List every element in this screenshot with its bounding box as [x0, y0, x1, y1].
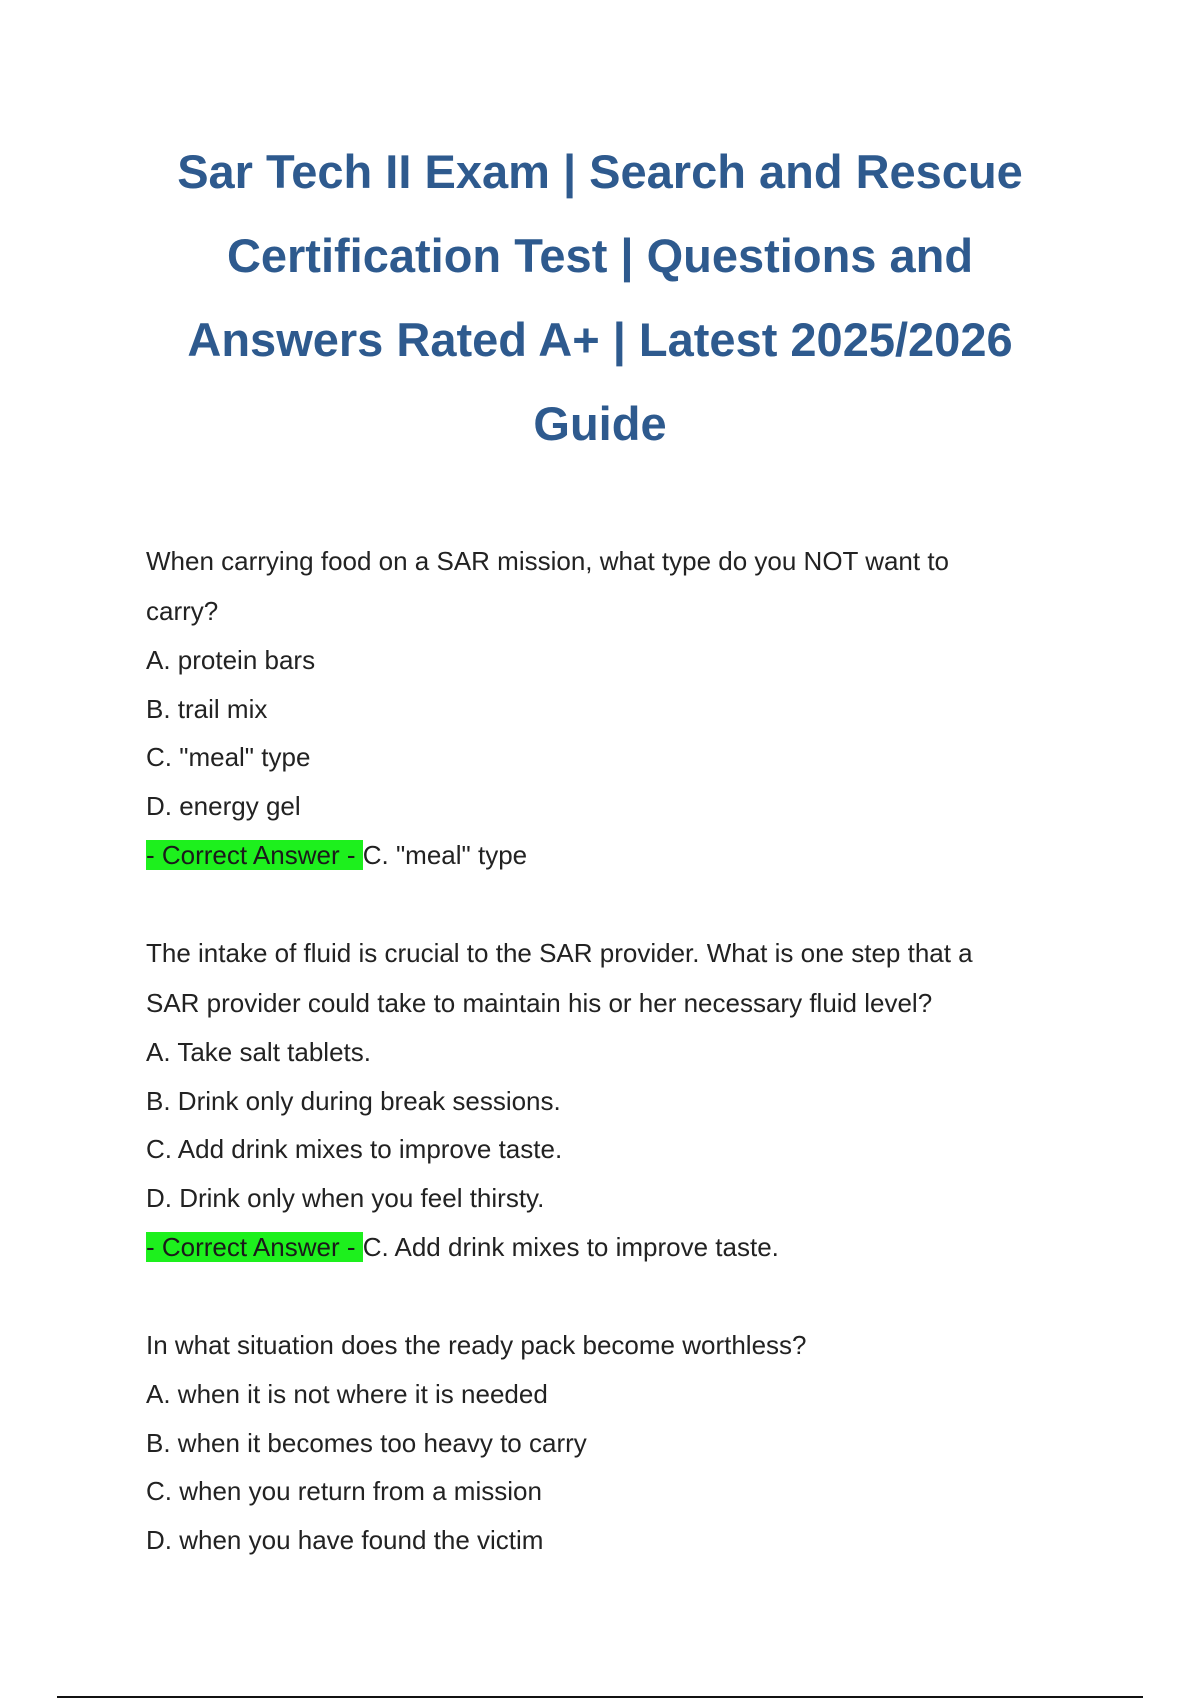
correct-answer-text: C. "meal" type: [362, 840, 528, 870]
title-line-2: Certification Test | Questions and: [226, 229, 974, 282]
question-1-answer: [146, 830, 1066, 880]
question-1-option-a: A. protein bars: [146, 645, 316, 675]
correct-answer-label: - Correct Answer -: [146, 1232, 363, 1262]
question-2-option-a: A. Take salt tablets.: [146, 1037, 371, 1067]
question-3-text: [146, 1320, 1066, 1370]
question-3-option-d: D. when you have found the victim: [146, 1524, 544, 1555]
question-1-line-2: carry?: [146, 596, 219, 626]
question-2-text: [146, 928, 1066, 1028]
question-1-line-1: When carrying food on a SAR mission, what type do you NOT want to: [146, 546, 950, 576]
question-2-answer: [146, 1222, 1066, 1272]
question-2-line-2: SAR provider could take to maintain his or her necessary fluid level?: [146, 988, 933, 1018]
question-3-option-a: A. when it is not where it is needed: [146, 1379, 548, 1409]
title-line-4: Guide: [533, 397, 667, 450]
question-3-line-1: In what situation does the ready pack become worthless?: [146, 1330, 807, 1360]
title-line-1: Sar Tech II Exam | Search and Rescue: [177, 145, 1023, 198]
question-3: [146, 1320, 1066, 1564]
question-list: [146, 536, 1066, 1612]
question-1-text: [146, 536, 1066, 636]
correct-answer-text: C. Add drink mixes to improve taste.: [362, 1232, 779, 1262]
question-2-option-d: D. Drink only when you feel thirsty.: [146, 1182, 545, 1213]
footer-divider: [57, 1696, 1143, 1698]
question-1-option-b: B. trail mix: [146, 693, 268, 724]
question-3-option-c: C. when you return from a mission: [146, 1476, 542, 1506]
question-2: [146, 928, 1066, 1272]
question-1: [146, 536, 1066, 880]
title-line-3: Answers Rated A+ | Latest 2025/2026: [187, 313, 1013, 366]
question-2-option-c: C. Add drink mixes to improve taste.: [146, 1134, 563, 1164]
question-3-option-b: B. when it becomes too heavy to carry: [146, 1427, 587, 1458]
question-2-line-1: The intake of fluid is crucial to the SAR provider. What is one step that a: [146, 938, 973, 968]
correct-answer-label: - Correct Answer -: [146, 840, 363, 870]
question-2-option-b: B. Drink only during break sessions.: [146, 1085, 561, 1116]
question-1-option-d: D. energy gel: [146, 790, 301, 821]
document-title: [120, 130, 1080, 466]
question-1-option-c: C. "meal" type: [146, 742, 311, 772]
